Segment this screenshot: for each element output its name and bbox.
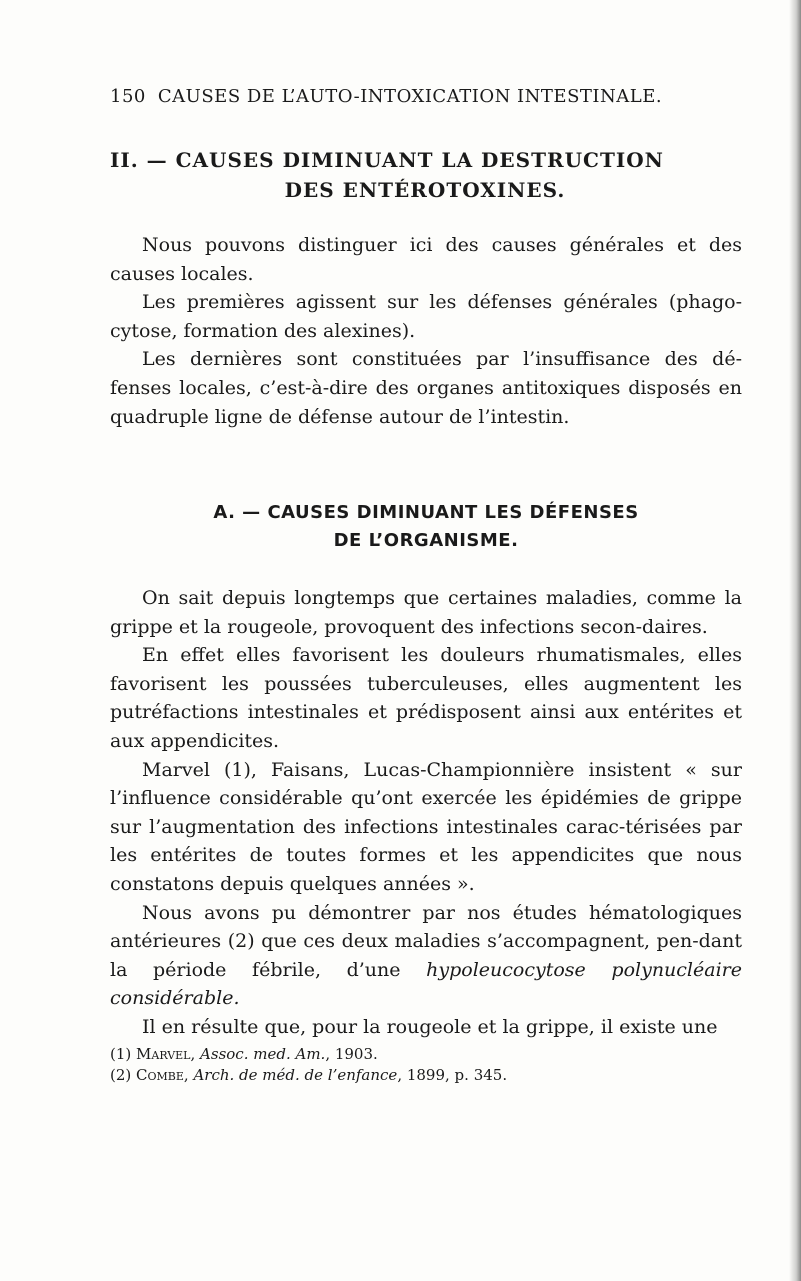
section-title bbox=[110, 145, 740, 205]
footnote-2 bbox=[110, 1065, 750, 1086]
subsection-heading bbox=[110, 499, 742, 555]
section-title-line-2: DES ENTÉROTOXINES. bbox=[284, 178, 566, 202]
paragraph: En effet elles favorisent les douleurs rhumatismales, elles favorisent les poussées tuberculeuses, elles augmentent les putréfactions intestinales et prédisposent ainsi aux entérites et aux appendicites. bbox=[110, 644, 742, 752]
body-text bbox=[110, 584, 742, 1042]
subsection-heading-line-1: A. — CAUSES DIMINUANT LES DÉFENSES bbox=[213, 502, 639, 523]
paragraph: Les premières agissent sur les défenses générales (phago-cytose, formation des alexines). bbox=[110, 291, 742, 342]
footnotes bbox=[110, 1044, 750, 1086]
footnote-details: , 1899, p. 345. bbox=[397, 1066, 508, 1084]
paragraph: Nous pouvons distinguer ici des causes générales et des causes locales. bbox=[110, 234, 742, 285]
subsection-heading-line-2: DE L’ORGANISME. bbox=[333, 530, 519, 551]
footnote-details: , 1903. bbox=[325, 1045, 378, 1063]
footnote-1 bbox=[110, 1044, 750, 1065]
paragraph: Il en résulte que, pour la rougeole et la grippe, il existe une bbox=[142, 1015, 718, 1038]
section-title-line-1: II. — CAUSES DIMINUANT LA DESTRUCTION bbox=[110, 148, 664, 172]
footnote-marker: (2) bbox=[110, 1066, 137, 1084]
page-edge-shadow bbox=[789, 0, 801, 1281]
footnote-marker: (1) bbox=[110, 1045, 137, 1063]
intro-text bbox=[110, 231, 742, 431]
footnote-source: Arch. de méd. de l’enfance bbox=[193, 1066, 398, 1084]
footnote-author: Marvel bbox=[136, 1045, 191, 1063]
footnote-author: Combe bbox=[136, 1066, 184, 1084]
footnote-source: Assoc. med. Am. bbox=[200, 1045, 326, 1063]
emphasized-term: hypoleucocytose polynucléaire considérable. bbox=[110, 958, 742, 1010]
paragraph: Marvel (1), Faisans, Lucas-Championnière insistent « sur l’influence considérable qu’ont exercée les épidémies de grippe sur l’augmentation des infections intestinales carac-térisées par les entérites de toutes formes et les appendicites que nous constatons depuis quelques années ». bbox=[110, 758, 742, 895]
paragraph bbox=[110, 899, 742, 1013]
footnote-separator: , bbox=[190, 1045, 201, 1063]
running-head bbox=[110, 86, 670, 107]
footnote-separator: , bbox=[183, 1066, 194, 1084]
paragraph-text: Nous avons pu démontrer par nos études hématologiques antérieures (2) que ces deux maladies s’accompagnent, pen-dant la période fébrile, d’une bbox=[110, 901, 742, 981]
page-number: 150 bbox=[110, 86, 146, 107]
paragraph: On sait depuis longtemps que certaines maladies, comme la grippe et la rougeole, provoquent des infections secon-daires. bbox=[110, 587, 742, 638]
running-title: CAUSES DE L’AUTO-INTOXICATION INTESTINALE. bbox=[157, 86, 663, 107]
paragraph: Les dernières sont constituées par l’insuffisance des dé-fenses locales, c’est-à-dire des organes antitoxiques disposés en quadruple ligne de défense autour de l’intestin. bbox=[110, 348, 742, 428]
